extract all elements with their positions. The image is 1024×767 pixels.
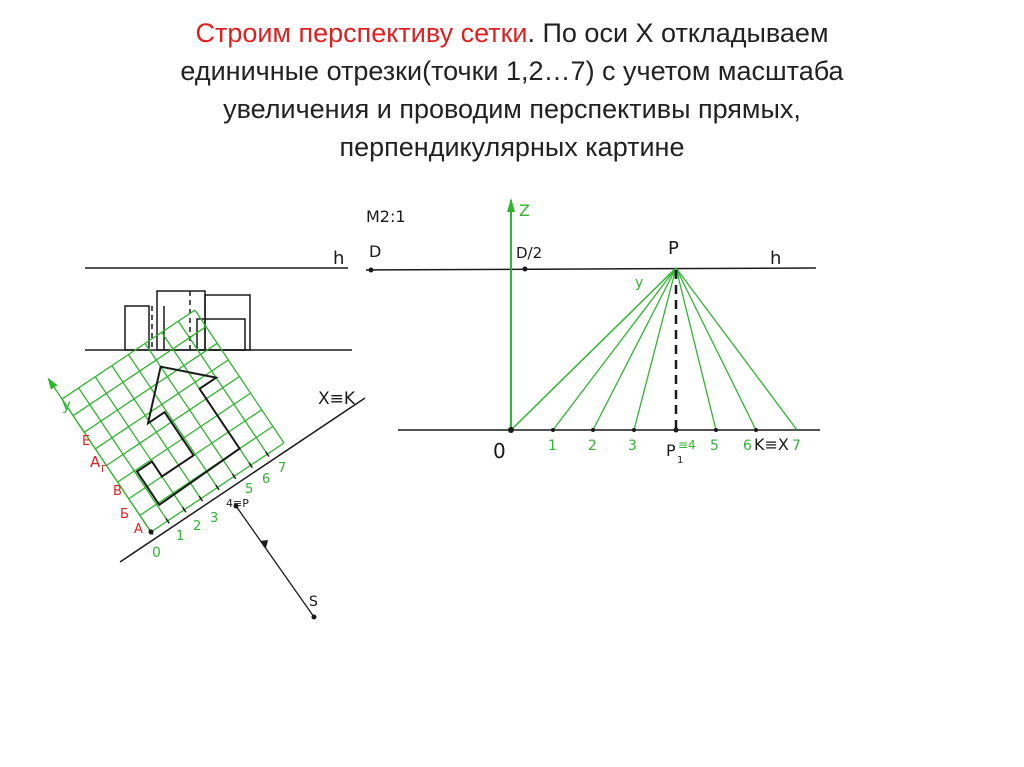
h-label-left: h (333, 248, 345, 269)
d-point-label: D (369, 242, 382, 261)
left-tick-5: 5 (245, 482, 254, 497)
label-e: E (82, 434, 91, 449)
point-d (369, 268, 374, 273)
point-origin-left (149, 530, 154, 535)
label-ag: А (90, 453, 101, 471)
x-tick-6: 6 (743, 438, 752, 454)
label-a: A (134, 522, 143, 537)
ray-1 (553, 268, 676, 430)
p1-label: P (666, 441, 676, 460)
left-elevation (85, 248, 352, 350)
ray-6 (676, 268, 756, 430)
z-axis-label: Z (519, 201, 530, 220)
ray-7 (676, 268, 797, 430)
p1-eq4-label: ≡4 (678, 438, 696, 452)
label-s: S (309, 594, 318, 610)
title-line2: единичные отрезки(точки 1,2…7) с учетом масштаба (180, 56, 844, 86)
title-highlight: Строим перспективу сетки (195, 18, 528, 48)
scale-label: M2:1 (366, 207, 406, 226)
building-3 (205, 295, 250, 350)
left-tick-7: 7 (278, 461, 287, 476)
title-line4: перпендикулярных картине (339, 132, 685, 162)
xk-label-left: X≡K (318, 389, 356, 409)
y-label-left: y (62, 396, 71, 414)
x-tick-5: 5 (710, 438, 719, 454)
title-line3: увеличения и проводим перспективы прямых, (223, 94, 801, 124)
origin-label-left: 0 (152, 545, 161, 561)
point-origin-right (508, 427, 514, 433)
label-b: B (113, 484, 122, 499)
p-point-label: P (668, 238, 679, 259)
origin-label-right: 0 (493, 439, 506, 463)
ray-3 (634, 268, 676, 430)
y-line-right (511, 268, 676, 430)
ray-5 (676, 268, 716, 430)
p-to-s-line (236, 506, 314, 617)
z-axis-arrow (507, 198, 515, 212)
left-4p-label: 4≡P (226, 497, 249, 510)
horizon-line-right (366, 268, 816, 270)
left-tick-2: 2 (193, 519, 202, 534)
d-half-label: D/2 (516, 244, 543, 262)
x-tick-2: 2 (588, 438, 597, 454)
ray-2 (593, 268, 676, 430)
y-label-right: y (635, 275, 644, 291)
label-bb: Б (120, 507, 129, 522)
point-d-half (523, 267, 528, 272)
x-tick-3: 3 (628, 438, 637, 454)
k-eq-x-label: K≡X (754, 435, 789, 454)
title-rest-line1: . По оси X откладываем (527, 18, 829, 48)
point-s (312, 615, 317, 620)
p1-subscript: 1 (677, 455, 684, 466)
left-tick-1: 1 (176, 529, 185, 544)
left-tick-6: 6 (262, 472, 271, 487)
left-tick-3: 3 (210, 511, 219, 526)
h-label-right: h (770, 248, 782, 269)
x-tick-1: 1 (548, 438, 557, 454)
right-construction (366, 198, 820, 466)
x-tick-7: 7 (792, 438, 801, 454)
label-ag-sub: Г (101, 464, 108, 475)
